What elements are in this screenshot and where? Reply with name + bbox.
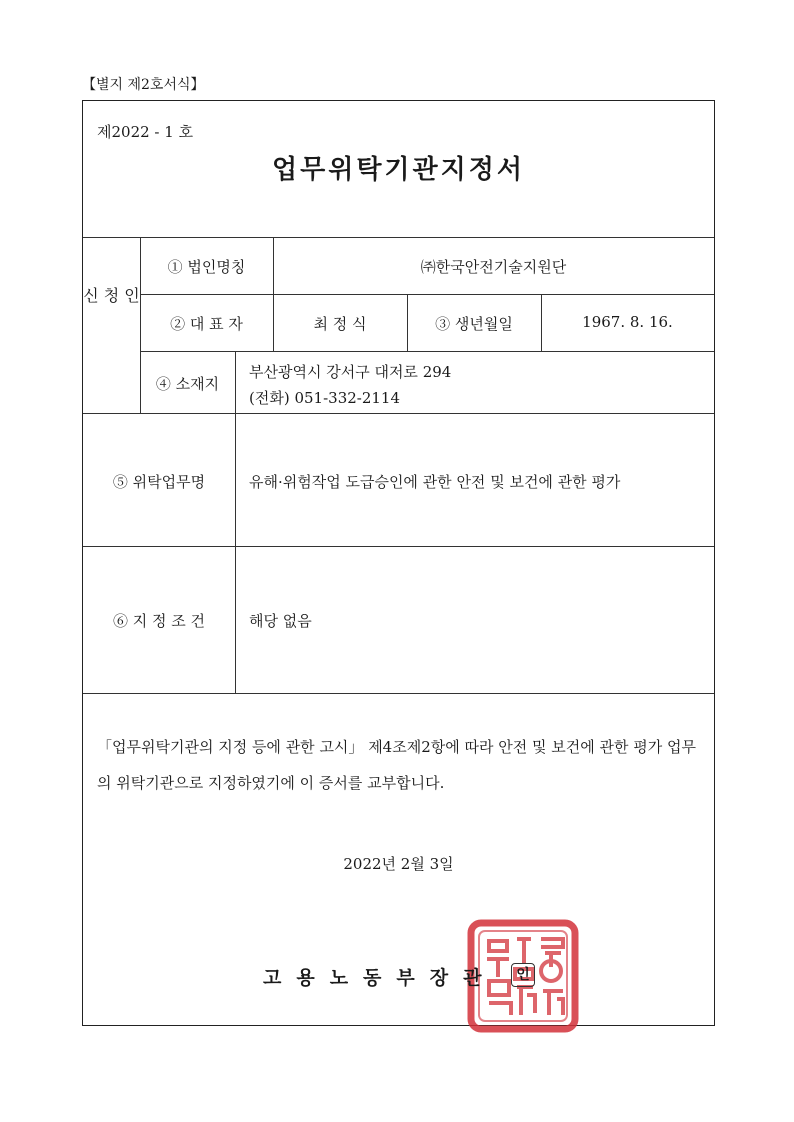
- birthdate-value: 1967. 8. 16.: [582, 313, 673, 331]
- address-label: ④ 소재지: [155, 375, 220, 393]
- page-title: 업무위탁기관지정서: [271, 155, 526, 185]
- row-divider: [83, 237, 714, 238]
- issue-date: 2022년 2월 3일: [343, 855, 454, 873]
- task-label: ⑤ 위탁업무명: [112, 473, 206, 491]
- address-line: 부산광역시 강서구 대저로 294: [249, 363, 452, 381]
- address-phone: (전화) 051-332-2114: [249, 389, 401, 407]
- corp-name-label: ① 법인명칭: [167, 258, 246, 276]
- applicant-label: 신 청 인: [83, 286, 140, 305]
- row-divider: [83, 413, 714, 414]
- condition-value: 해당 없음: [249, 612, 312, 630]
- condition-label: ⑥ 지 정 조 건: [112, 612, 206, 630]
- row-divider: [140, 294, 714, 295]
- task-value: 유해·위험작업 도급승인에 관한 안전 및 보건에 관한 평가: [249, 473, 621, 491]
- corp-name-value: ㈜한국안전기술지원단: [420, 258, 567, 276]
- row-divider: [140, 351, 714, 352]
- issuer-name: 고용노동부장관: [263, 967, 497, 989]
- birthdate-label: ③ 생년월일: [435, 315, 513, 333]
- col-divider: [235, 351, 236, 693]
- certificate-body-text: 「업무위탁기관의 지정 등에 관한 고시」 제4조제2항에 따라 안전 및 보건에 관한 평가 업무의 위탁기관으로 지정하였기에 이 증서를 교부합니다.: [97, 738, 696, 792]
- form-label: 【별지 제2호서식】: [82, 77, 205, 93]
- representative-label: ② 대 표 자: [170, 315, 243, 333]
- row-divider: [83, 693, 714, 694]
- representative-value: 최 정 식: [313, 315, 367, 333]
- seal-mark: 인: [511, 963, 535, 987]
- doc-number: 제2022 - 1 호: [97, 123, 194, 141]
- certificate-frame: [82, 100, 715, 1026]
- row-divider: [83, 546, 714, 547]
